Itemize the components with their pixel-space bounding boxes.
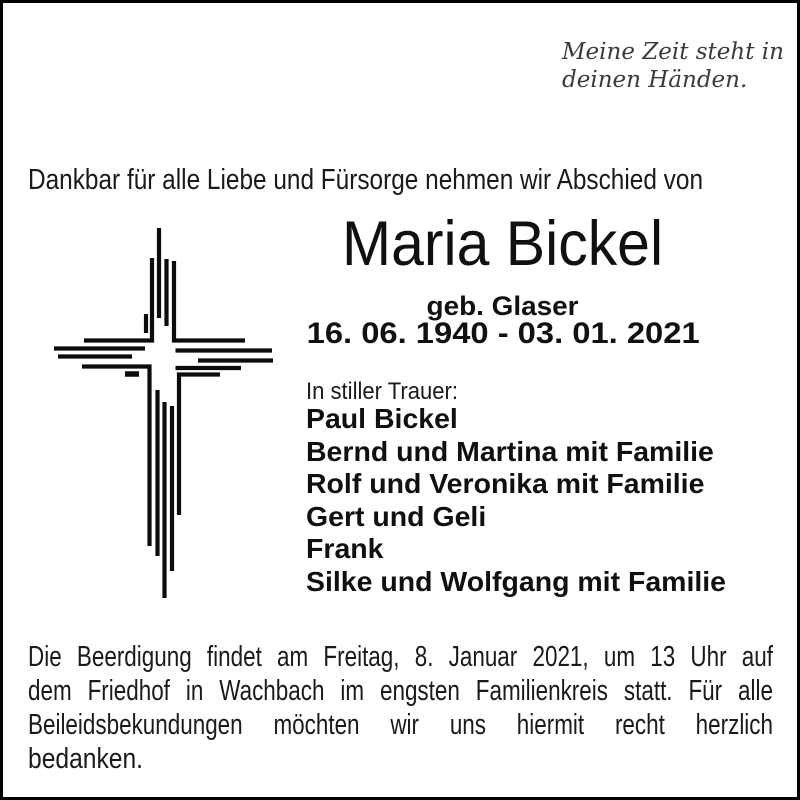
epigraph bbox=[562, 39, 797, 94]
funeral-notice bbox=[28, 640, 800, 776]
funeral-line: Beileidsbekundungen möchten wir uns hiermit recht herzlich bbox=[28, 709, 773, 741]
deceased-name: Maria Bickel bbox=[342, 209, 664, 279]
life-dates-row bbox=[303, 318, 703, 349]
life-dates: 16. 06. 1940 - 03. 01. 2021 bbox=[306, 317, 700, 350]
mourner-name: Silke und Wolfgang mit Familie bbox=[306, 565, 726, 597]
funeral-line: dem Friedhof in Wachbach im engsten Familienkreis statt. Für alle bbox=[28, 675, 773, 707]
funeral-line: Die Beerdigung findet am Freitag, 8. Januar 2021, um 13 Uhr auf bbox=[28, 641, 773, 673]
mourner-name: Rolf und Veronika mit Familie bbox=[306, 468, 705, 499]
birth-name-row bbox=[303, 292, 703, 320]
mourner-name: Paul Bickel bbox=[306, 403, 458, 434]
mourner-name: Frank bbox=[306, 533, 384, 564]
epigraph-line-2: deinen Händen. bbox=[562, 66, 748, 93]
mourners-list bbox=[306, 403, 726, 598]
epigraph-line-1: Meine Zeit steht in bbox=[562, 39, 784, 65]
mourner-name: Gert und Geli bbox=[306, 500, 487, 532]
intro-line: Dankbar für alle Liebe und Fürsorge nehmen wir Abschied von bbox=[28, 164, 703, 196]
mourners-heading-text: In stiller Trauer: bbox=[306, 378, 458, 405]
mourner-name: Bernd und Martina mit Familie bbox=[306, 435, 714, 467]
birth-name: geb. Glaser bbox=[426, 291, 579, 321]
deceased-name-row bbox=[303, 209, 703, 279]
mourners-heading bbox=[306, 379, 471, 405]
funeral-line-text: bedanken. bbox=[28, 743, 143, 775]
funeral-line bbox=[28, 742, 800, 776]
